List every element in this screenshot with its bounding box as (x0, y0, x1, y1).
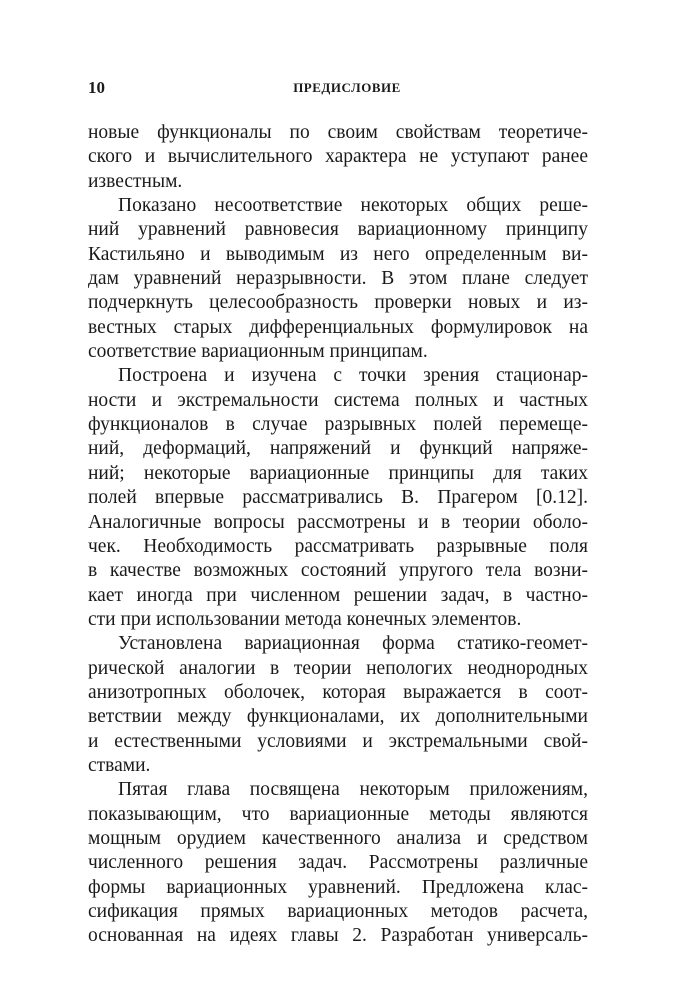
text-line: мощным орудием качественного анализа и средством (88, 827, 588, 849)
text-line: Кастильяно и выводимым из него определенным ви- (88, 243, 588, 265)
text-line: ний уравнений равновесия вариационному принципу (88, 219, 588, 241)
text-line: вестных старых дифференциальных формулировок на (88, 316, 588, 338)
text-line: Установлена вариационная форма статико-геомет- (118, 633, 588, 655)
text-line: полей впервые рассматривались В. Прагером [0.12]. (88, 487, 588, 509)
text-line: сти при использовании метода конечных элементов. (88, 608, 522, 630)
text-line: ского и вычислительного характера не уступают ранее (88, 146, 588, 168)
body-text (88, 121, 588, 949)
text-line: ний, деформаций, напряжений и функций напряже- (88, 438, 588, 460)
text-line: известным. (88, 170, 183, 192)
paragraph-5 (88, 778, 588, 948)
paragraph-3 (88, 364, 588, 632)
text-line: Построена и изучена с точки зрения стационар- (118, 365, 588, 387)
page-number: 10 (88, 78, 105, 97)
text-line: формы вариационных уравнений. Предложена клас- (88, 876, 588, 898)
paragraph-4 (88, 632, 588, 778)
text-line: чек. Необходимость рассматривать разрывные поля (88, 535, 588, 557)
text-line: численного решения задач. Рассмотрены различные (88, 852, 588, 874)
text-line: подчеркнуть целесообразность проверки новых и из- (88, 292, 588, 314)
text-line: сификация прямых вариационных методов расчета, (88, 901, 588, 922)
text-line: ний; некоторые вариационные принципы для таких (88, 462, 588, 484)
text-line: новые функционалы по своим свойствам теоретиче- (88, 122, 588, 143)
text-line: Показано несоответствие некоторых общих реше- (118, 195, 588, 217)
text-line: и естественными условиями и экстремальными свой- (88, 730, 588, 752)
text-line: ности и экстремальности система полных и частных (88, 389, 588, 411)
text-line: основанная на идеях главы 2. Разработан универсаль- (88, 925, 588, 947)
text-line: кает иногда при численном решении задач, в частно- (88, 584, 588, 606)
text-line: в качестве возможных состояний упругого тела возни- (88, 560, 588, 582)
text-line: показывающим, что вариационные методы являются (88, 803, 588, 825)
text-line: Пятая глава посвящена некоторым приложениям, (118, 779, 588, 801)
text-line: соответствие вариационным принципам. (88, 341, 428, 363)
paragraph-2 (88, 194, 588, 364)
text-line: рической аналогии в теории непологих неоднородных (88, 657, 588, 679)
running-title: ПРЕДИСЛОВИЕ (293, 80, 401, 95)
paragraph-1 (88, 121, 588, 194)
text-line: дам уравнений неразрывности. В этом плане следует (88, 268, 588, 290)
text-line: ствами. (88, 754, 151, 776)
text-line: анизотропных оболочек, которая выражается в соот- (88, 681, 588, 703)
text-line: функционалов в случае разрывных полей перемеще- (88, 414, 588, 436)
text-line: Аналогичные вопросы рассмотрены и в теории оболо- (88, 511, 588, 533)
text-line: ветствии между функционалами, их дополнительными (88, 706, 588, 728)
